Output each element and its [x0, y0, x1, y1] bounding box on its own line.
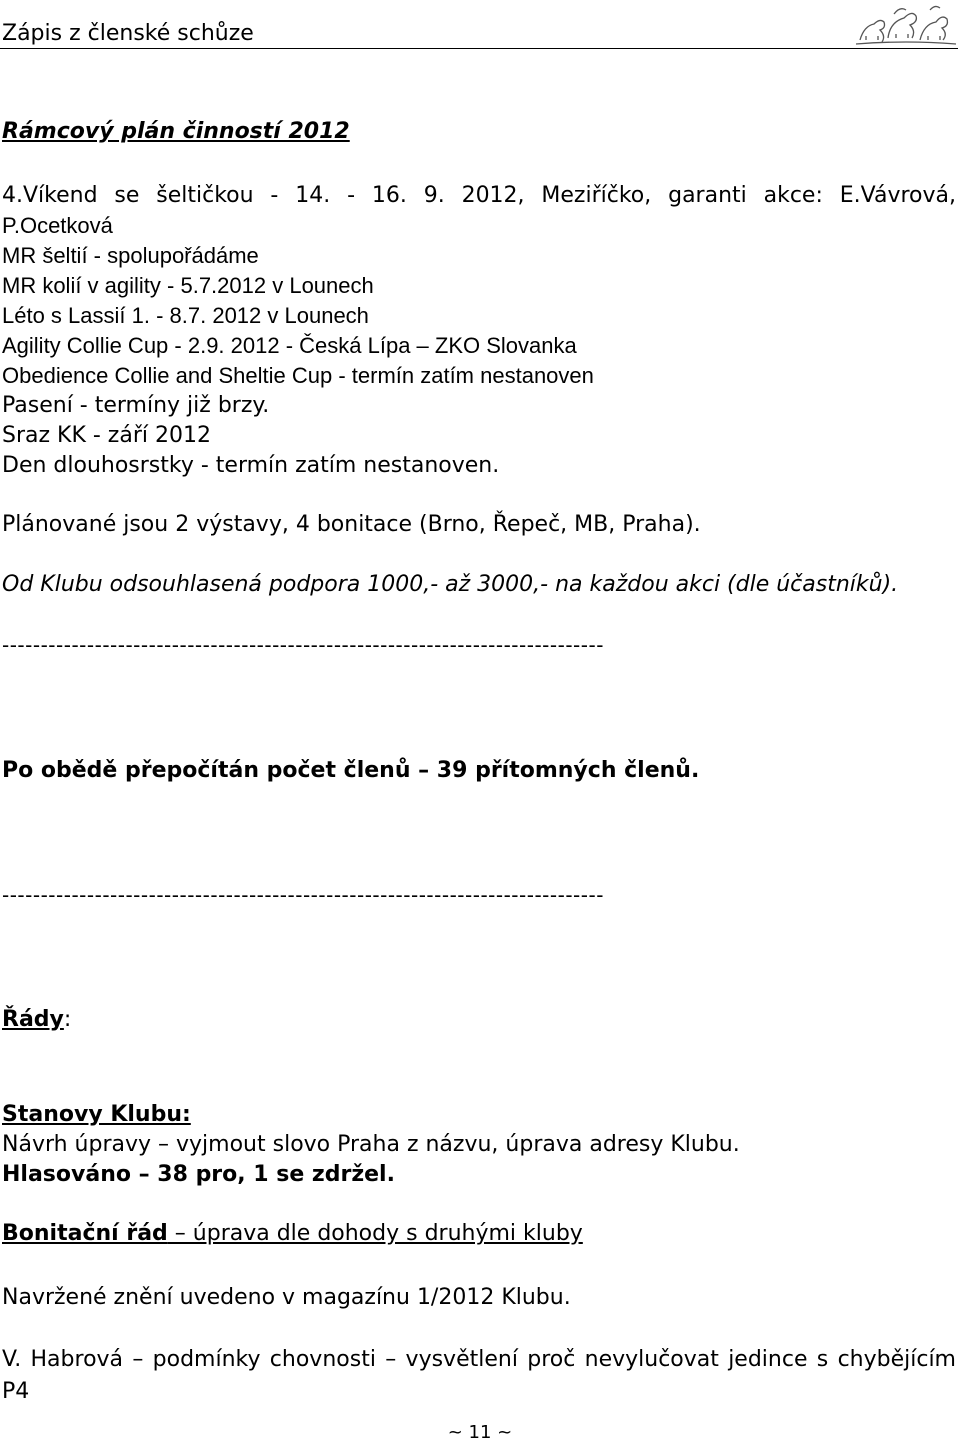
- stanovy-heading: Stanovy Klubu:: [2, 1102, 191, 1127]
- rady-heading-text: Řády: [2, 1007, 64, 1032]
- plan-line-9: Sraz KK - září 2012: [2, 423, 211, 448]
- plan-line-8: Pasení - termíny již brzy.: [2, 393, 270, 418]
- support-text: Od Klubu odsouhlasená podpora 1000,- až 3000,- na každou akci (dle účastníků).: [2, 572, 899, 597]
- page-header: [0, 0, 960, 50]
- section-title: Rámcový plán činností 2012: [2, 119, 350, 144]
- separator-2: ------------------------------------------------------------------------------: [2, 883, 604, 907]
- plan-line-7: Obedience Collie and Sheltie Cup - termín zatím nestanoven: [2, 363, 594, 388]
- header-divider: [0, 48, 958, 49]
- plan-line-3: MR šeltií - spolupořádáme: [2, 243, 259, 268]
- page-number: ~ 11 ~: [447, 1422, 513, 1443]
- plan-line-6: Agility Collie Cup - 2.9. 2012 - Česká Lípa – ZKO Slovanka: [2, 333, 577, 358]
- bonitacni-heading-bold: Bonitační řád: [2, 1221, 168, 1246]
- plan-line-10: Den dlouhosrstky - termín zatím nestanoven.: [2, 453, 500, 478]
- plan-line-2: P.Ocetková: [2, 213, 113, 238]
- bonitacni-heading: [2, 1219, 583, 1249]
- plan-line-5: Léto s Lassií 1. - 8.7. 2012 v Lounech: [2, 303, 369, 328]
- rady-colon: :: [63, 1007, 72, 1032]
- separator-1: ------------------------------------------------------------------------------: [2, 633, 604, 657]
- stanovy-text: Návrh úpravy – vyjmout slovo Praha z názvu, úprava adresy Klubu.: [2, 1132, 740, 1157]
- recount-text: Po obědě přepočítán počet členů – 39 přítomných členů.: [2, 758, 700, 783]
- plan-line-4: MR kolií v agility - 5.7.2012 v Lounech: [2, 273, 374, 298]
- document-title: Zápis z členské schůze: [2, 21, 254, 46]
- bonitacni-note: Navržené znění uvedeno v magazínu 1/2012 Klubu.: [2, 1285, 571, 1310]
- stanovy-vote: Hlasováno – 38 pro, 1 se zdržel.: [2, 1162, 395, 1187]
- rady-heading: [2, 1005, 71, 1035]
- dogs-logo-icon: [850, 0, 960, 46]
- bonitacni-heading-rest: – úprava dle dohody s druhými kluby: [167, 1221, 583, 1246]
- shows-text: Plánované jsou 2 výstavy, 4 bonitace (Brno, Řepeč, MB, Praha).: [2, 512, 701, 537]
- habrova-text: V. Habrová – podmínky chovnosti – vysvětlení proč nevylučovat jedince s chybějícím P4: [2, 1347, 956, 1404]
- plan-line-1: 4.Víkend se šeltičkou - 14. - 16. 9. 2012, Meziříčko, garanti akce: E.Vávrová,: [2, 183, 956, 208]
